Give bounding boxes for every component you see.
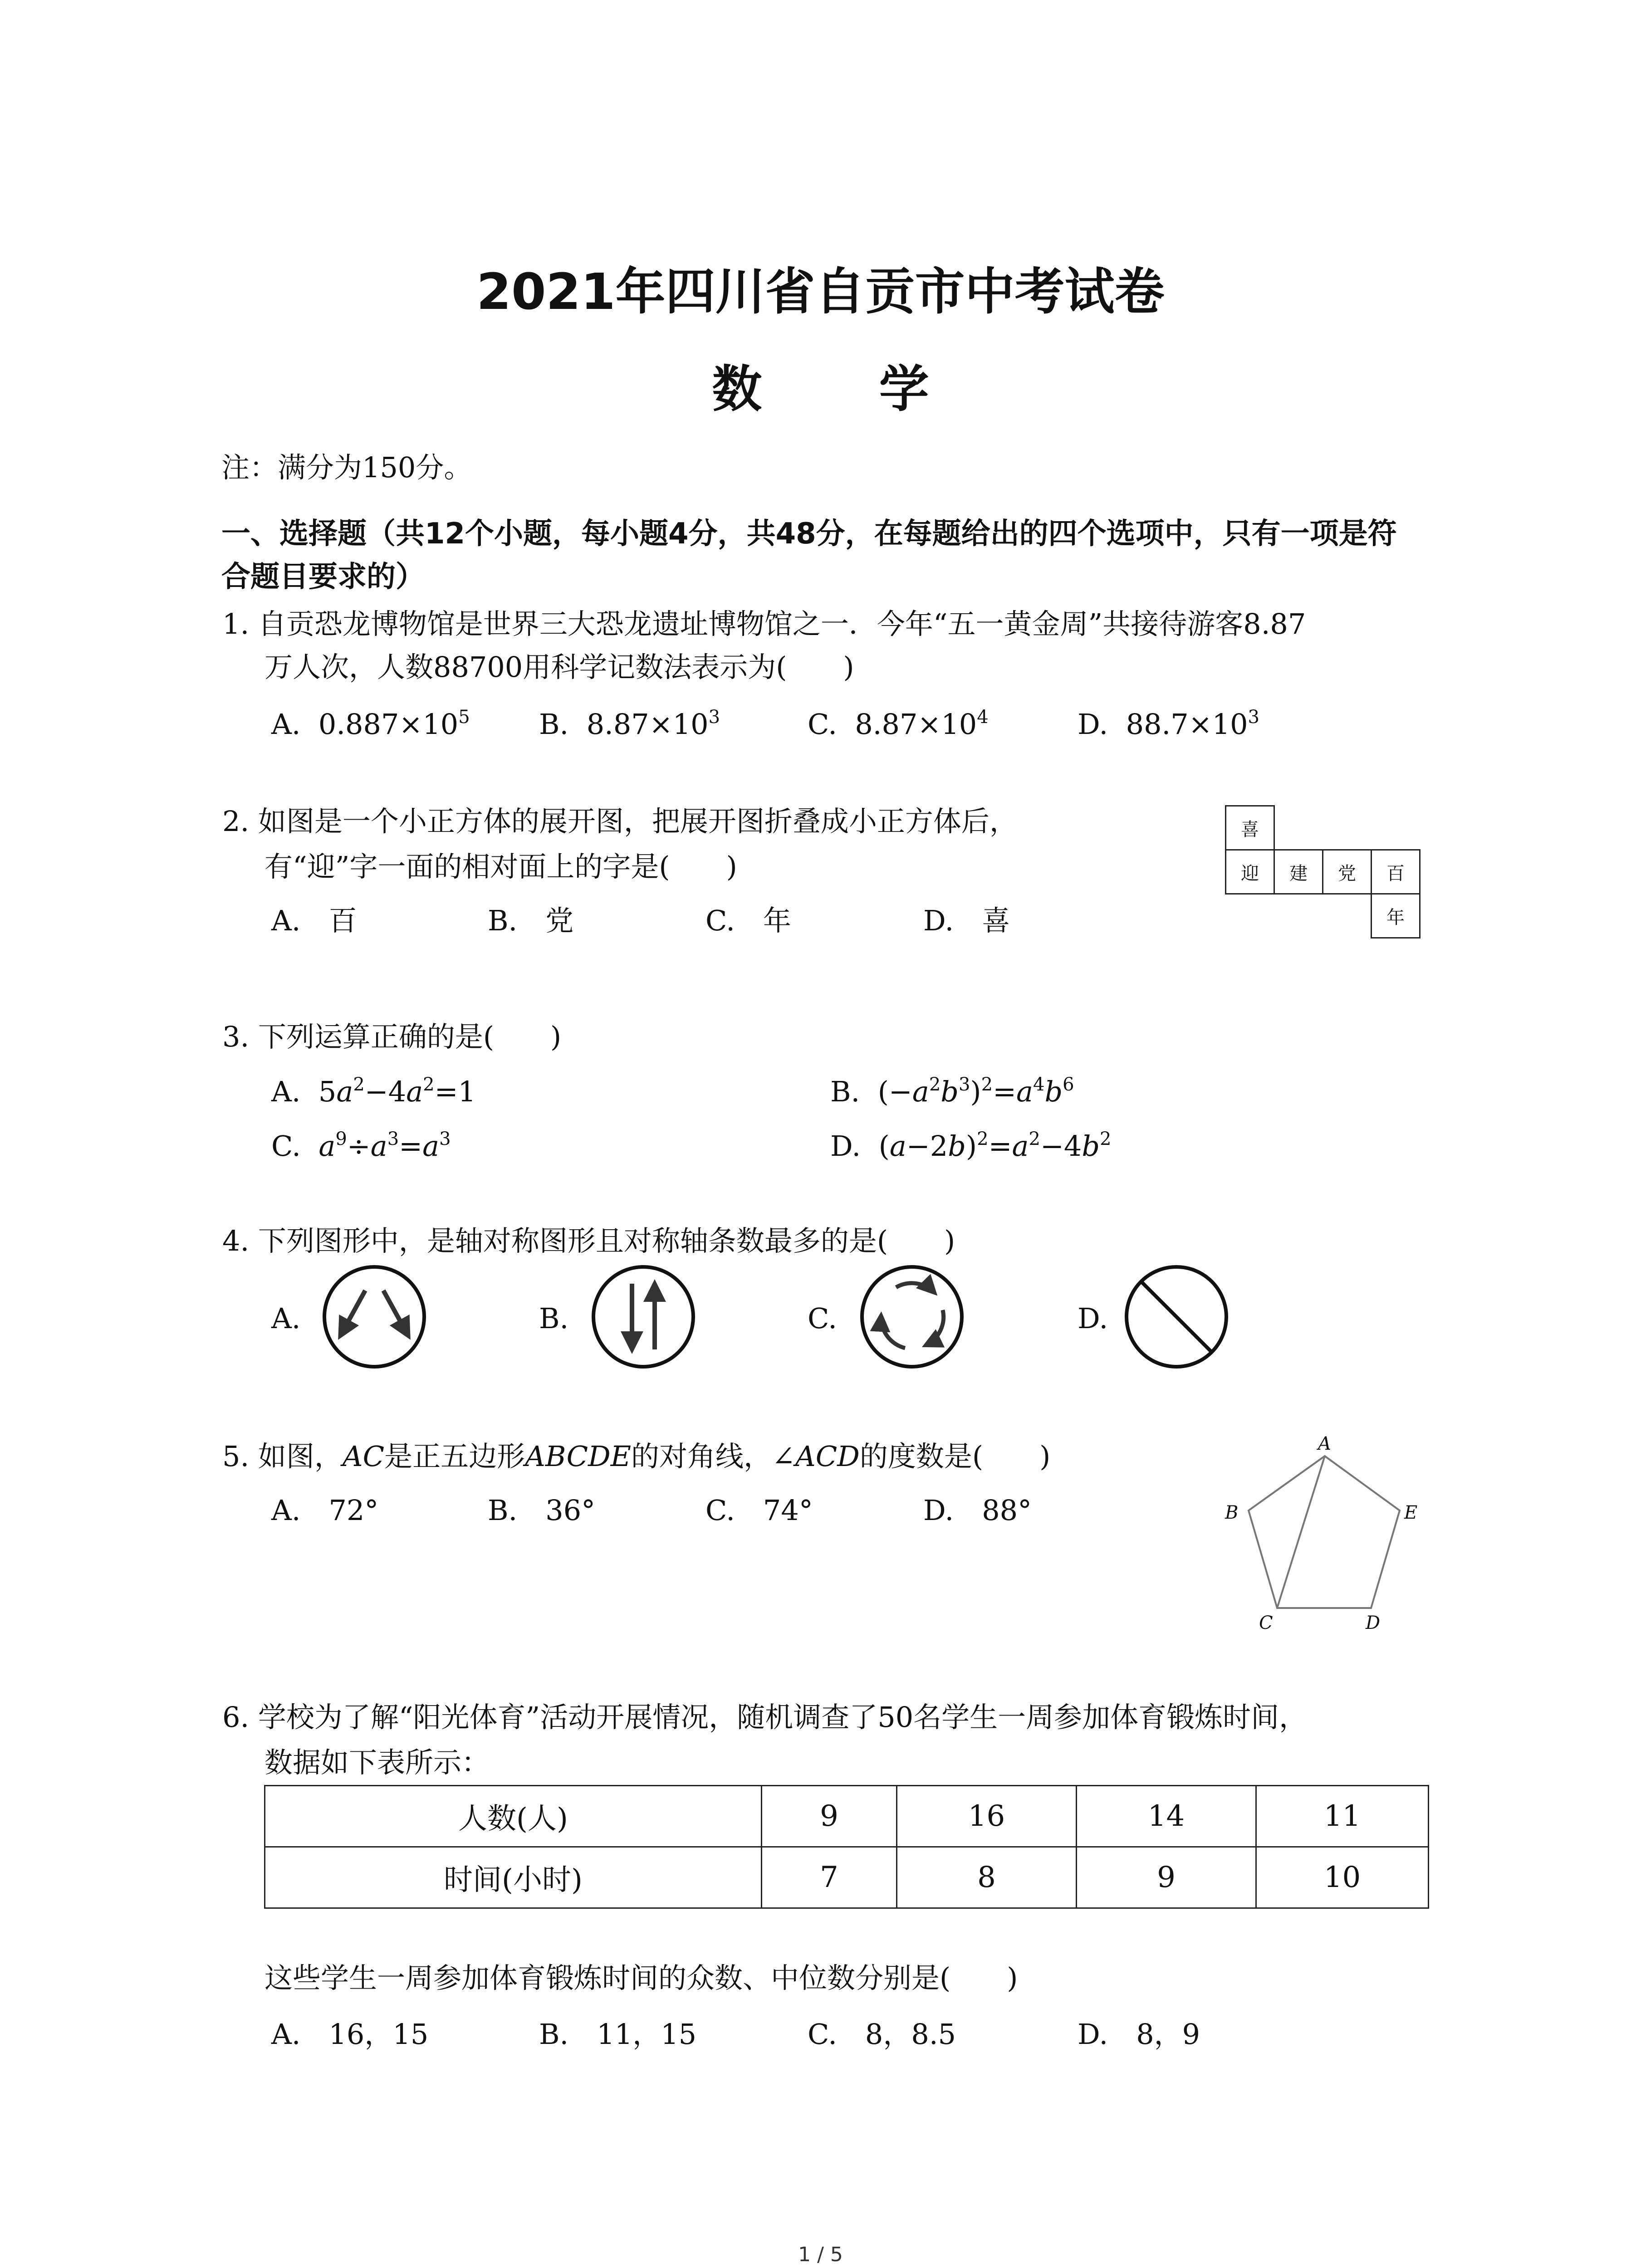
vertex-b: B	[1225, 1502, 1239, 1523]
q6-option-d: D. 8，9	[1078, 2018, 1200, 2051]
q4-label-a: A.	[271, 1302, 301, 1335]
q1-option-c: C. $8.87\times 10^4$	[808, 707, 989, 741]
subject-title: 数 学	[712, 360, 979, 418]
q1-option-d: D. $88.7\times 10^3$	[1078, 707, 1259, 741]
table-cell: 7	[762, 1847, 897, 1908]
q6-option-a: A. 16，15	[271, 2018, 429, 2051]
q4-stem: 4. 下列图形中，是轴对称图形且对称轴条数最多的是( )	[222, 1224, 955, 1257]
table-cell: 9	[1077, 1847, 1256, 1908]
q4-figure-c-icon	[862, 1267, 962, 1367]
net-cell-3: 党	[1322, 849, 1372, 894]
q5-option-d: D. 88°	[923, 1494, 1032, 1527]
q2-option-d: D. 喜	[923, 904, 1010, 937]
q1-option-b: B. $8.87\times 10^3$	[539, 707, 720, 741]
table-cell: 9	[762, 1786, 897, 1847]
q3-option-a: A. $5a^2-4a^2=1$	[271, 1074, 476, 1108]
table-cell: 人数(人)	[265, 1786, 762, 1847]
section-heading-line1: 一、选择题（共12个小题，每小题4分，共48分，在每题给出的四个选项中，只有一项是符	[221, 517, 1397, 551]
q4-figure-a-icon	[324, 1267, 424, 1367]
vertex-c: C	[1259, 1613, 1273, 1633]
net-cell-1: 迎	[1225, 849, 1275, 894]
q6-option-c: C. 8，8.5	[808, 2018, 956, 2051]
data-table	[264, 1785, 1429, 1909]
section-heading-line2: 合题目要求的）	[221, 560, 425, 594]
q4-figure-b-icon	[593, 1267, 693, 1367]
q6-option-b: B. 11，15	[539, 2018, 697, 2051]
q3-option-b: B. $(-a^2b^3)^2=a^4b^6$	[830, 1074, 1074, 1108]
q2-line2: 有“迎”字一面的相对面上的字是( )	[265, 850, 737, 883]
vertex-a: A	[1318, 1433, 1331, 1454]
table-cell: 11	[1256, 1786, 1429, 1847]
q4-label-c: C.	[808, 1302, 837, 1335]
net-cell-bottom: 年	[1371, 893, 1421, 938]
q5-option-c: C. 74°	[705, 1494, 813, 1527]
table-row	[265, 1786, 1429, 1847]
table-row	[265, 1847, 1429, 1908]
q4-label-d: D.	[1078, 1302, 1108, 1335]
table-cell: 16	[897, 1786, 1077, 1847]
q2-line1: 2. 如图是一个小正方体的展开图，把展开图折叠成小正方体后，	[222, 805, 1018, 838]
q6-line2: 数据如下表所示：	[265, 1746, 490, 1779]
score-note: 注：满分为150分。	[221, 451, 472, 484]
table-cell: 8	[897, 1847, 1077, 1908]
vertex-d: D	[1366, 1613, 1381, 1633]
q5-option-a: A. 72°	[271, 1494, 379, 1527]
page-number: 1 / 5	[798, 2243, 843, 2266]
q4-figure-d-icon	[1127, 1267, 1226, 1367]
q2-option-c: C. 年	[705, 904, 791, 937]
q6-question: 这些学生一周参加体育锻炼时间的众数、中位数分别是( )	[265, 1961, 1018, 1994]
q5-option-b: B. 36°	[488, 1494, 596, 1527]
table-cell: 10	[1256, 1847, 1429, 1908]
net-cell-2: 建	[1274, 849, 1323, 894]
q3-stem: 3. 下列运算正确的是( )	[222, 1020, 562, 1053]
net-cell-4: 百	[1371, 849, 1421, 894]
q1-line1: 1. 自贡恐龙博物馆是世界三大恐龙遗址博物馆之一．今年“五一黄金周”共接待游客8.87	[222, 607, 1306, 640]
table-cell: 时间(小时)	[265, 1847, 762, 1908]
q6-line1: 6. 学校为了解“阳光体育”活动开展情况，随机调查了50名学生一周参加体育锻炼时间，	[222, 1701, 1308, 1734]
q1-option-a: A. $0.887\times 10^5$	[271, 707, 470, 741]
q5-stem: 5. 如图，AC是正五边形ABCDE的对角线，∠ACD的度数是( )	[222, 1440, 1051, 1473]
q3-option-c: C. $a^9\div a^3=a^3$	[271, 1129, 451, 1163]
q2-option-a: A. 百	[271, 904, 357, 937]
q4-label-b: B.	[539, 1302, 569, 1335]
vertex-e: E	[1404, 1502, 1418, 1523]
q3-option-d: D. $(a-2b)^2=a^2-4b^2$	[830, 1129, 1112, 1163]
table-cell: 14	[1077, 1786, 1256, 1847]
exam-title: 2021年四川省自贡市中考试卷	[476, 263, 1165, 321]
q1-line2: 万人次，人数88700用科学记数法表示为( )	[265, 650, 854, 684]
pentagon-figure	[1249, 1456, 1400, 1608]
net-cell-top: 喜	[1225, 805, 1275, 850]
q2-option-b: B. 党	[488, 904, 574, 937]
